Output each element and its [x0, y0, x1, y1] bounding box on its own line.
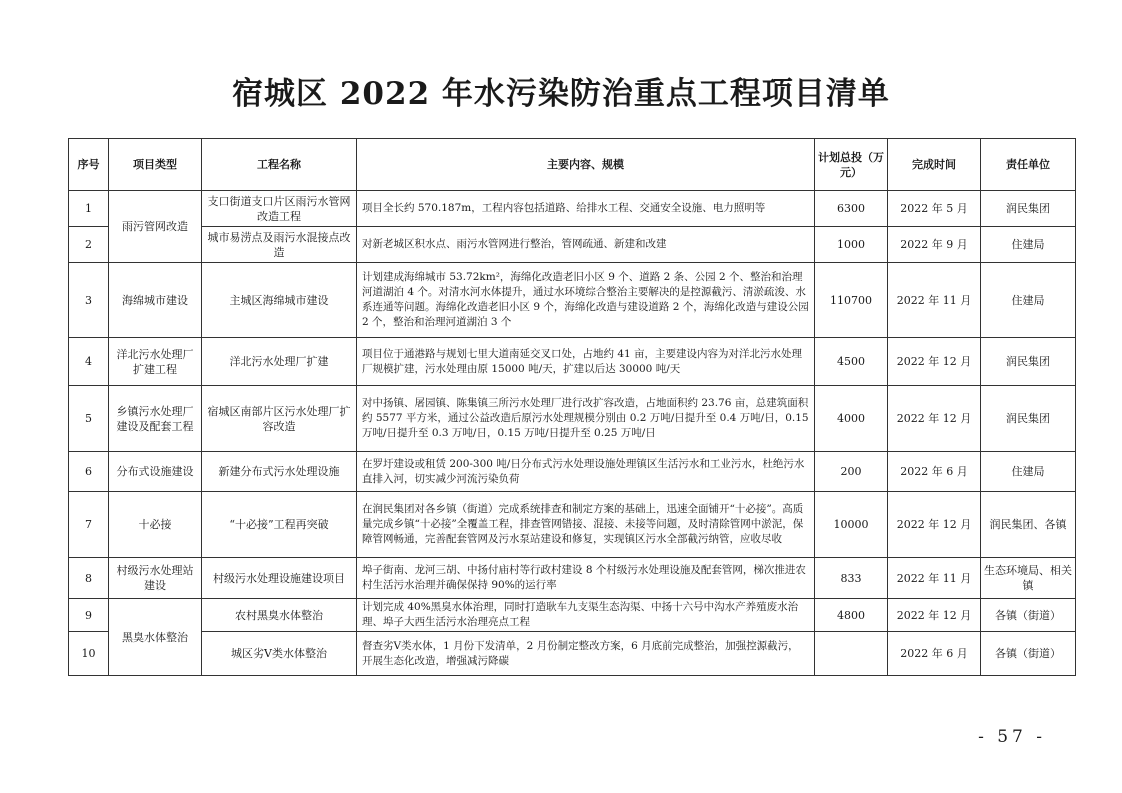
row-investment: 4800 [815, 599, 888, 632]
row-completion: 2022 年 12 月 [888, 338, 981, 386]
row-unit: 住建局 [981, 263, 1076, 338]
row-investment: 10000 [815, 492, 888, 558]
row-index: 7 [69, 492, 109, 558]
row-completion: 2022 年 11 月 [888, 263, 981, 338]
row-completion: 2022 年 5 月 [888, 191, 981, 227]
row-category: 雨污管网改造 [109, 191, 202, 263]
table-row [69, 558, 1076, 599]
header-investment: 计划总投（万元） [815, 139, 888, 191]
table-row [69, 492, 1076, 558]
header-content: 主要内容、规模 [357, 139, 815, 191]
row-category: 分布式设施建设 [109, 452, 202, 492]
row-name: 村级污水处理设施建设项目 [202, 558, 357, 599]
row-investment: 110700 [815, 263, 888, 338]
row-completion: 2022 年 6 月 [888, 632, 981, 676]
row-category: 海绵城市建设 [109, 263, 202, 338]
table-row [69, 191, 1076, 227]
row-investment: 200 [815, 452, 888, 492]
row-unit: 住建局 [981, 452, 1076, 492]
row-name: 农村黑臭水体整治 [202, 599, 357, 632]
row-investment: 6300 [815, 191, 888, 227]
row-content: 项目全长约 570.187m，工程内容包括道路、给排水工程、交通安全设施、电力照明等 [357, 191, 815, 227]
row-investment: 1000 [815, 227, 888, 263]
row-content: 督查劣V类水体，1 月份下发清单，2 月份制定整改方案，6 月底前完成整治，加强控源截污，开展生态化改造，增强减污降碳 [357, 632, 815, 676]
row-investment: 4500 [815, 338, 888, 386]
row-name: 宿城区南部片区污水处理厂扩容改造 [202, 386, 357, 452]
row-name: “十必接”工程再突破 [202, 492, 357, 558]
table-row [69, 599, 1076, 632]
row-index: 10 [69, 632, 109, 676]
row-index: 1 [69, 191, 109, 227]
row-completion: 2022 年 11 月 [888, 558, 981, 599]
row-completion: 2022 年 12 月 [888, 492, 981, 558]
row-investment [815, 632, 888, 676]
row-completion: 2022 年 6 月 [888, 452, 981, 492]
row-completion: 2022 年 12 月 [888, 599, 981, 632]
row-unit: 润民集团 [981, 338, 1076, 386]
row-content: 在罗圩建设或租赁 200-300 吨/日分布式污水处理设施处理镇区生活污水和工业污水，杜绝污水直排入河，切实减少河流污染负荷 [357, 452, 815, 492]
row-completion: 2022 年 12 月 [888, 386, 981, 452]
row-category: 洋北污水处理厂扩建工程 [109, 338, 202, 386]
row-index: 3 [69, 263, 109, 338]
row-index: 4 [69, 338, 109, 386]
header-category: 项目类型 [109, 139, 202, 191]
row-name: 城市易涝点及雨污水混接点改造 [202, 227, 357, 263]
header-unit: 责任单位 [981, 139, 1076, 191]
row-unit: 润民集团 [981, 386, 1076, 452]
row-category: 乡镇污水处理厂建设及配套工程 [109, 386, 202, 452]
row-content: 埠子街南、龙河三胡、中扬付庙村等行政村建设 8 个村级污水处理设施及配套管网，梯次推进农村生活污水治理并确保保持 90%的运行率 [357, 558, 815, 599]
project-table [68, 138, 1076, 676]
row-content: 在润民集团对各乡镇（街道）完成系统排查和制定方案的基础上，迅速全面铺开“十必接”。高质量完成乡镇“十必接”全覆盖工程，排查管网错接、混接、未接等问题，及时清除管网中淤泥，保障管网畅通，完善配套管网及污水泵站建设和修复，实现镇区污水全部截污纳管，应收尽收 [357, 492, 815, 558]
row-content: 计划建成海绵城市 53.72km²，海绵化改造老旧小区 9 个、道路 2 条、公园 2 个、整治和治理河道湖泊 4 个。对清水河水体提升，通过水环境综合整治主要解决的是控源截污、清淤疏浚、水系连通等问题。海绵化改造老旧小区 9 个，海绵化改造与建设道路 2 个，海绵化改造与建设公园 2 个，整治和治理河道湖泊 3 个 [357, 263, 815, 338]
row-name: 新建分布式污水处理设施 [202, 452, 357, 492]
row-index: 5 [69, 386, 109, 452]
row-content: 项目位于通港路与规划七里大道南延交叉口处，占地约 41 亩，主要建设内容为对洋北污水处理厂规模扩建，污水处理由原 15000 吨/天，扩建以后达 30000 吨/天 [357, 338, 815, 386]
row-category: 十必接 [109, 492, 202, 558]
header-completion: 完成时间 [888, 139, 981, 191]
row-content: 计划完成 40%黑臭水体治理，同时打造耿车九支渠生态沟渠、中扬十六号中沟水产养殖废水治理、埠子大西生活污水治理亮点工程 [357, 599, 815, 632]
table-row [69, 386, 1076, 452]
row-index: 8 [69, 558, 109, 599]
row-investment: 4000 [815, 386, 888, 452]
table-row [69, 632, 1076, 676]
row-content: 对新老城区积水点、雨污水管网进行整治，管网疏通、新建和改建 [357, 227, 815, 263]
row-unit: 各镇（街道） [981, 632, 1076, 676]
row-category: 村级污水处理站建设 [109, 558, 202, 599]
row-index: 9 [69, 599, 109, 632]
row-completion: 2022 年 9 月 [888, 227, 981, 263]
page-title: 宿城区 2022 年水污染防治重点工程项目清单 [232, 76, 890, 112]
row-index: 6 [69, 452, 109, 492]
table-row [69, 452, 1076, 492]
row-investment: 833 [815, 558, 888, 599]
page-number: - 57 - [978, 727, 1046, 747]
table-header-row [69, 139, 1076, 191]
row-unit: 润民集团 [981, 191, 1076, 227]
row-unit: 住建局 [981, 227, 1076, 263]
row-name: 城区劣V类水体整治 [202, 632, 357, 676]
table-row [69, 227, 1076, 263]
row-content: 对中扬镇、屠园镇、陈集镇三所污水处理厂进行改扩容改造，占地面积约 23.76 亩，总建筑面积约 5577 平方米，通过公益改造后原污水处理规模分别由 0.2 万吨/日提升至 0.4 万吨/日，0.15 万吨/日提升至 0.3 万吨/日，0.15 万吨/日提升至 0.25 万吨/日 [357, 386, 815, 452]
row-index: 2 [69, 227, 109, 263]
row-name: 洋北污水处理厂扩建 [202, 338, 357, 386]
header-index: 序号 [69, 139, 109, 191]
row-name: 支口街道支口片区雨污水管网改造工程 [202, 191, 357, 227]
row-category: 黑臭水体整治 [109, 599, 202, 676]
table-row [69, 338, 1076, 386]
table-row [69, 263, 1076, 338]
row-unit: 各镇（街道） [981, 599, 1076, 632]
row-unit: 润民集团、各镇 [981, 492, 1076, 558]
header-name: 工程名称 [202, 139, 357, 191]
row-name: 主城区海绵城市建设 [202, 263, 357, 338]
row-unit: 生态环境局、相关镇 [981, 558, 1076, 599]
